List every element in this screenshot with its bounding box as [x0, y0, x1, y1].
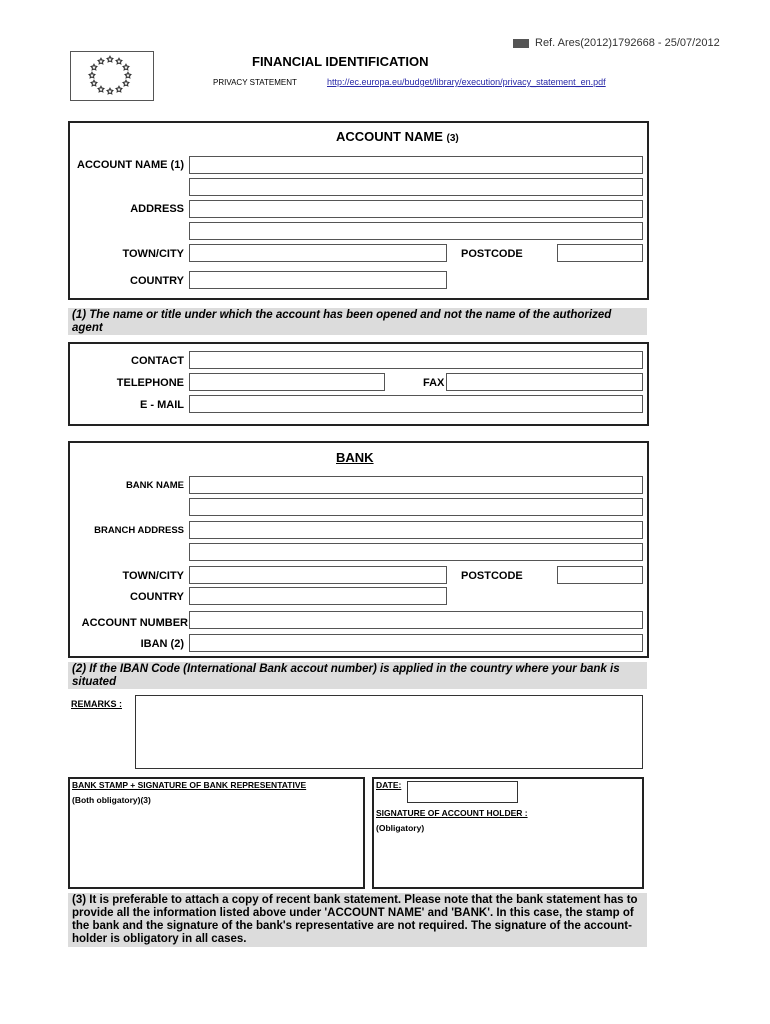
svg-text:✩: ✩ — [90, 79, 98, 88]
postcode-label: POSTCODE — [461, 248, 523, 260]
date-field[interactable] — [407, 781, 518, 803]
bank-section-title: BANK — [336, 450, 374, 465]
ref-stamp-icon — [513, 39, 529, 48]
svg-text:✩: ✩ — [97, 85, 105, 94]
bank-name-label: BANK NAME — [125, 480, 184, 491]
fax-label: FAX — [423, 377, 445, 389]
branch-address-label: BRANCH ADDRESS — [94, 525, 184, 536]
svg-text:✩: ✩ — [90, 63, 98, 72]
telephone-label: TELEPHONE — [116, 377, 184, 389]
bank-stamp-label: BANK STAMP + SIGNATURE OF BANK REPRESENTATIVE — [72, 780, 307, 790]
bank-town-city-field[interactable] — [189, 566, 447, 584]
contact-field[interactable] — [189, 351, 643, 369]
email-field[interactable] — [189, 395, 643, 413]
email-label: E - MAIL — [140, 399, 184, 411]
svg-text:✩: ✩ — [122, 79, 130, 88]
holder-signature-sub: (Obligatory) — [376, 823, 425, 833]
privacy-statement-link[interactable]: http://ec.europa.eu/budget/library/execution/privacy_statement_en.pdf — [327, 77, 606, 87]
svg-text:✩: ✩ — [122, 63, 130, 72]
account-name-field-2[interactable] — [189, 178, 643, 196]
remarks-label: REMARKS : — [71, 699, 122, 709]
svg-text:✩: ✩ — [97, 57, 105, 66]
svg-text:✩: ✩ — [106, 87, 114, 96]
account-number-label: ACCOUNT NUMBER — [81, 617, 188, 629]
branch-address-field-2[interactable] — [189, 543, 643, 561]
bank-name-field-2[interactable] — [189, 498, 643, 516]
bank-stamp-box[interactable] — [68, 777, 365, 889]
date-label: DATE: — [376, 780, 402, 790]
postcode-field[interactable] — [557, 244, 643, 262]
account-number-field[interactable] — [189, 611, 643, 629]
account-section-title: ACCOUNT NAME (3) — [336, 129, 459, 144]
town-city-field[interactable] — [189, 244, 447, 262]
svg-text:✩: ✩ — [106, 55, 114, 64]
address-field-1[interactable] — [189, 200, 643, 218]
svg-text:✩: ✩ — [115, 57, 123, 66]
account-name-label: ACCOUNT NAME (1) — [77, 159, 184, 171]
address-field-2[interactable] — [189, 222, 643, 240]
svg-text:✩: ✩ — [115, 85, 123, 94]
country-field[interactable] — [189, 271, 447, 289]
remarks-field[interactable] — [135, 695, 643, 769]
iban-label: IBAN (2) — [140, 638, 184, 650]
svg-text:✩: ✩ — [88, 71, 96, 80]
bank-town-city-label: TOWN/CITY — [122, 570, 184, 582]
fax-field[interactable] — [446, 373, 643, 391]
telephone-field[interactable] — [189, 373, 385, 391]
account-name-field-1[interactable] — [189, 156, 643, 174]
reference-number: Ref. Ares(2012)1792668 - 25/07/2012 — [535, 37, 720, 49]
privacy-statement-label: PRIVACY STATEMENT — [213, 78, 297, 87]
page-title: FINANCIAL IDENTIFICATION — [252, 54, 429, 69]
bank-postcode-field[interactable] — [557, 566, 643, 584]
eu-flag-logo — [70, 51, 154, 101]
bank-stamp-sub: (Both obligatory)(3) — [72, 795, 151, 805]
address-label: ADDRESS — [130, 203, 184, 215]
note-2: (2) If the IBAN Code (International Bank accout number) is applied in the country where your bank is situated — [68, 662, 647, 689]
bank-name-field-1[interactable] — [189, 476, 643, 494]
note-3: (3) It is preferable to attach a copy of recent bank statement. Please note that the bank statement has to provide all the information listed above under 'ACCOUNT NAME' and 'BANK'. In this case, the stamp of the bank and the signature of the bank's representative are not required. The signature of the account-holder is obligatory in all cases. — [68, 893, 647, 947]
country-label: COUNTRY — [130, 275, 184, 287]
note-1: (1) The name or title under which the account has been opened and not the name of the authorized agent — [68, 308, 647, 335]
bank-postcode-label: POSTCODE — [461, 570, 523, 582]
bank-country-field[interactable] — [189, 587, 447, 605]
svg-text:✩: ✩ — [124, 71, 132, 80]
town-city-label: TOWN/CITY — [122, 248, 184, 260]
holder-signature-label: SIGNATURE OF ACCOUNT HOLDER : — [376, 808, 528, 818]
contact-label: CONTACT — [131, 355, 184, 367]
iban-field[interactable] — [189, 634, 643, 652]
bank-country-label: COUNTRY — [130, 591, 184, 603]
branch-address-field-1[interactable] — [189, 521, 643, 539]
